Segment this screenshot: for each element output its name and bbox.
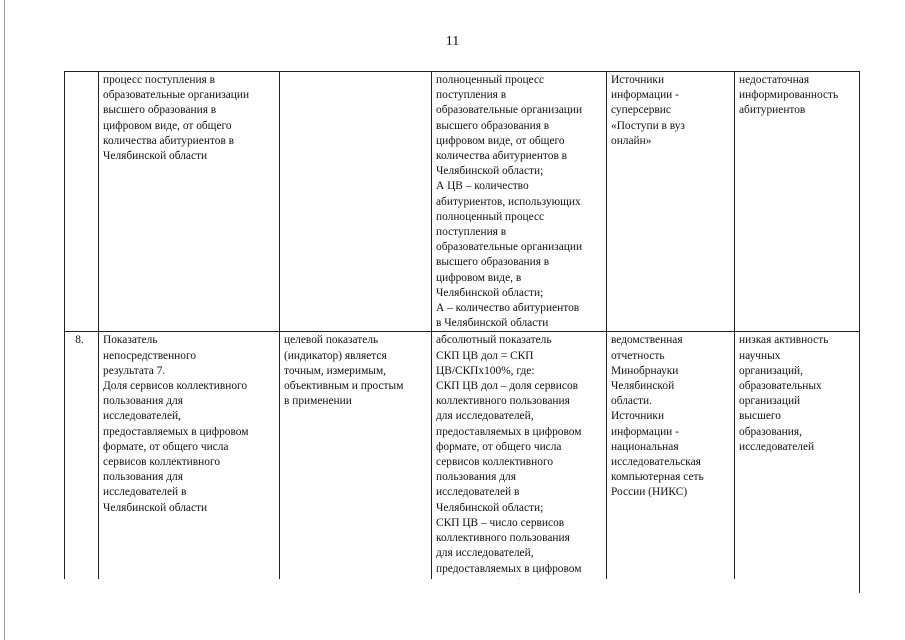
text-line: образования, [739, 425, 802, 438]
text-line: Минобрнауки [611, 364, 679, 377]
text-line: поступления в [436, 89, 507, 102]
indicator-type-cell [280, 72, 432, 332]
text-line: информации - [611, 89, 679, 102]
text-line: «Поступи в вуз [611, 119, 685, 132]
text-line: цифровом виде, от общего [103, 119, 232, 132]
text-line: сервисов коллективного [103, 456, 221, 469]
text-line: абитуриентов, использующих [436, 195, 581, 208]
text-line: коллективного пользования [436, 395, 570, 408]
text-line: Источники [611, 74, 665, 86]
text-line: количества абитуриентов в [436, 150, 568, 163]
text-line: информированность [739, 89, 839, 102]
page-edge-line [4, 0, 5, 640]
text-line: научных [739, 349, 781, 362]
text-line: Челябинской [611, 380, 675, 393]
row-number-cell [65, 332, 99, 592]
text-line: (индикатор) является [284, 349, 387, 362]
text-line: объективным и простым [284, 380, 404, 393]
text-line: Показатель [103, 334, 158, 347]
text-line: коллективного пользования [436, 532, 570, 545]
text-line: высшего образования в [103, 104, 217, 117]
text-line: исследователей, [103, 410, 181, 423]
text-line: высшего [739, 410, 781, 423]
text-line: исследователей в [436, 486, 520, 499]
text-line: абитуриентов [739, 104, 806, 117]
text-line: суперсервис [611, 104, 671, 117]
data-source-cell [607, 72, 735, 332]
text-line: Челябинской области; [436, 501, 544, 514]
text-line: количества абитуриентов в [103, 134, 235, 147]
text-line: для исследователей, [436, 410, 534, 423]
page-number: 11 [445, 34, 460, 49]
risks-cell [735, 72, 860, 332]
text-line: образовательные организации [103, 89, 250, 102]
text-line: цифровом виде, от общего [436, 134, 565, 147]
calculation-method-cell [432, 72, 607, 332]
text-line: Доля сервисов коллективного [103, 380, 248, 393]
risks-cell [735, 332, 860, 592]
text-line: поступления в [436, 226, 507, 239]
text-line: отчетность [611, 349, 665, 362]
text-line: СКП ЦВ дол – доля сервисов [436, 380, 579, 393]
table-row [65, 72, 860, 332]
text-line: Челябинской области; [436, 286, 544, 299]
text-line: информации - [611, 425, 679, 438]
text-line: области. [611, 395, 652, 408]
row-number-cell [65, 72, 99, 332]
text-line: цифровом виде, в [436, 271, 522, 284]
calculation-method-cell [432, 332, 607, 592]
text-line: пользования для [103, 471, 183, 484]
text-line: формате, от общего числа [103, 440, 229, 453]
text-line: в Челябинской области [436, 317, 549, 330]
table-row [65, 332, 860, 592]
text-line: онлайн» [611, 134, 652, 147]
text-line: полноценный процесс [436, 210, 545, 223]
text-line: образовательных [739, 380, 822, 393]
text-line: организаций [739, 395, 801, 408]
text-line: абсолютный показатель [436, 334, 552, 347]
text-line: Источники [611, 410, 665, 423]
indicator-type-cell [280, 332, 432, 592]
text-line: целевой показатель [284, 334, 379, 347]
text-line: непосредственного [103, 349, 197, 362]
text-line: Челябинской области [103, 501, 208, 514]
text-line: исследователей в [103, 486, 187, 499]
text-line: для исследователей, [436, 547, 534, 560]
text-line: точным, измеримым, [284, 364, 387, 377]
data-source-cell [607, 332, 735, 592]
text-line: пользования для [103, 395, 183, 408]
text-line: СКП ЦВ дол = СКП [436, 349, 534, 362]
text-line: высшего образования в [436, 119, 550, 132]
text-line: предоставляемых в цифровом [436, 425, 582, 438]
text-line: национальная [611, 440, 679, 453]
text-line: образовательные организации [436, 104, 583, 117]
text-line: СКП ЦВ – число сервисов [436, 516, 565, 529]
text-line: Челябинской области [103, 150, 208, 163]
text-line: ЦВ/СКПх100%, где: [436, 364, 535, 377]
row-number: 8. [75, 334, 84, 347]
text-line: организаций, [739, 364, 803, 377]
text-line: А – количество абитуриентов [436, 302, 580, 315]
indicators-table [64, 71, 860, 593]
text-line: ведомственная [611, 334, 683, 347]
text-line: Челябинской области; [436, 165, 544, 178]
text-line: недостаточная [739, 74, 810, 86]
text-line: результата 7. [103, 364, 166, 377]
text-line: формате, от общего числа [436, 440, 562, 453]
text-line: исследовательская [611, 456, 701, 469]
text-line: образовательные организации [436, 241, 583, 254]
text-line: компьютерная сеть [611, 471, 704, 484]
page-bottom-margin [64, 579, 859, 640]
text-line: низкая активность [739, 334, 829, 347]
indicator-cell [99, 332, 280, 592]
text-line: процесс поступления в [103, 74, 216, 86]
text-line: предоставляемых в цифровом [436, 562, 582, 575]
text-line: исследователей [739, 440, 815, 453]
text-line: России (НИКС) [611, 486, 688, 499]
text-line: А ЦВ – количество [436, 180, 529, 193]
text-line: сервисов коллективного [436, 456, 554, 469]
text-line: полноценный процесс [436, 74, 545, 86]
text-line: пользования для [436, 471, 516, 484]
text-line: высшего образования в [436, 256, 550, 269]
text-line: предоставляемых в цифровом [103, 425, 249, 438]
text-line: в применении [284, 395, 352, 408]
indicator-cell [99, 72, 280, 332]
